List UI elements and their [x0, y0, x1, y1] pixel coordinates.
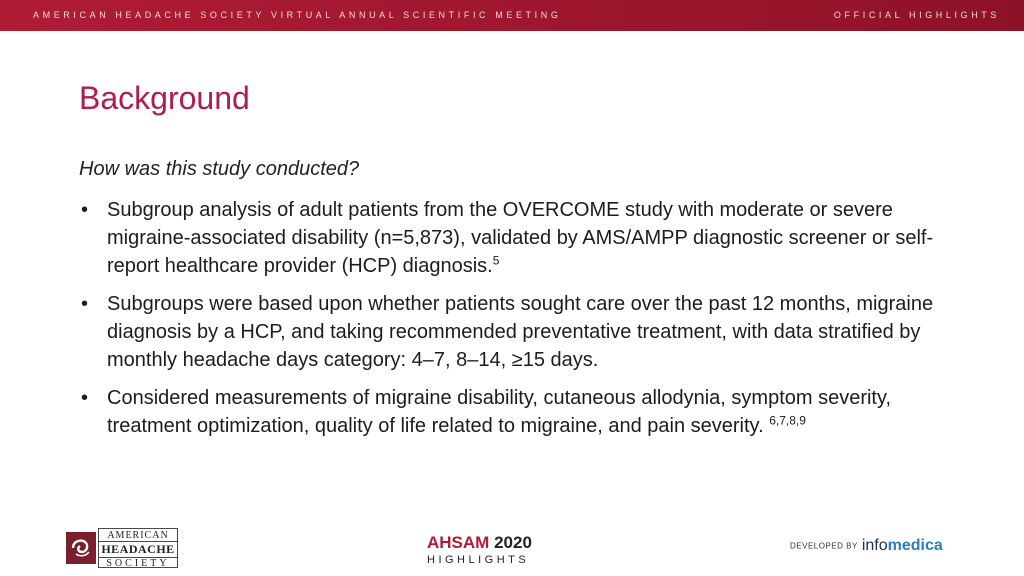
developer-credit: [790, 537, 943, 555]
reference-superscript: 6,7,8,9: [769, 413, 806, 428]
logo-line: AMERICAN: [99, 530, 177, 542]
bullet-item: [79, 290, 959, 374]
bullet-dot-icon: •: [81, 387, 89, 409]
slide-title: Background: [79, 80, 250, 116]
section-question: How was this study conducted?: [79, 158, 360, 180]
ahsam-brand: AHSAM: [427, 533, 490, 552]
bullet-item: [79, 384, 959, 440]
bullet-text: Considered measurements of migraine disability, cutaneous allodynia, symptom severity, treatment optimization, quality of life related to migraine, and pain severity.: [107, 387, 892, 437]
highlights-tag: OFFICIAL HIGHLIGHTS: [833, 10, 1000, 20]
bullet-text: Subgroup analysis of adult patients from the OVERCOME study with moderate or severe migraine-associated disability (n=5,873), validated by AMS/AMPP diagnostic screener or self-report healthcare provider (HCP) diagnosis.: [107, 199, 934, 277]
logo-line: HEADACHE: [99, 542, 177, 558]
developer-logo: [862, 537, 943, 554]
ahs-wordmark: [98, 528, 178, 568]
header-bar: [0, 0, 1024, 31]
developer-logo-part1: info: [861, 537, 888, 554]
bullet-dot-icon: •: [81, 199, 89, 221]
ahs-logo: [66, 528, 178, 568]
reference-superscript: 5: [492, 253, 500, 268]
ahsam-logo: [427, 534, 532, 566]
logo-line: SOCIETY: [106, 558, 170, 569]
bullet-text: Subgroups were based upon whether patients sought care over the past 12 months, migraine diagnosis by a HCP, and taking recommended preventative treatment, with data stratified by monthly headache days category: 4–7, 8–14, ≥15 days.: [107, 293, 934, 371]
ahsam-year: 2020: [494, 533, 532, 552]
bullet-dot-icon: •: [81, 293, 89, 315]
developer-logo-part2: medica: [887, 537, 943, 554]
ahsam-subtitle: HIGHLIGHTS: [427, 554, 530, 566]
ahs-emblem-icon: [66, 532, 96, 564]
developed-by-label: DEVELOPED BY: [790, 541, 858, 551]
bullet-list: [79, 196, 959, 450]
meeting-name: AMERICAN HEADACHE SOCIETY VIRTUAL ANNUAL SCIENTIFIC MEETING: [33, 10, 562, 20]
bullet-item: [79, 196, 959, 280]
